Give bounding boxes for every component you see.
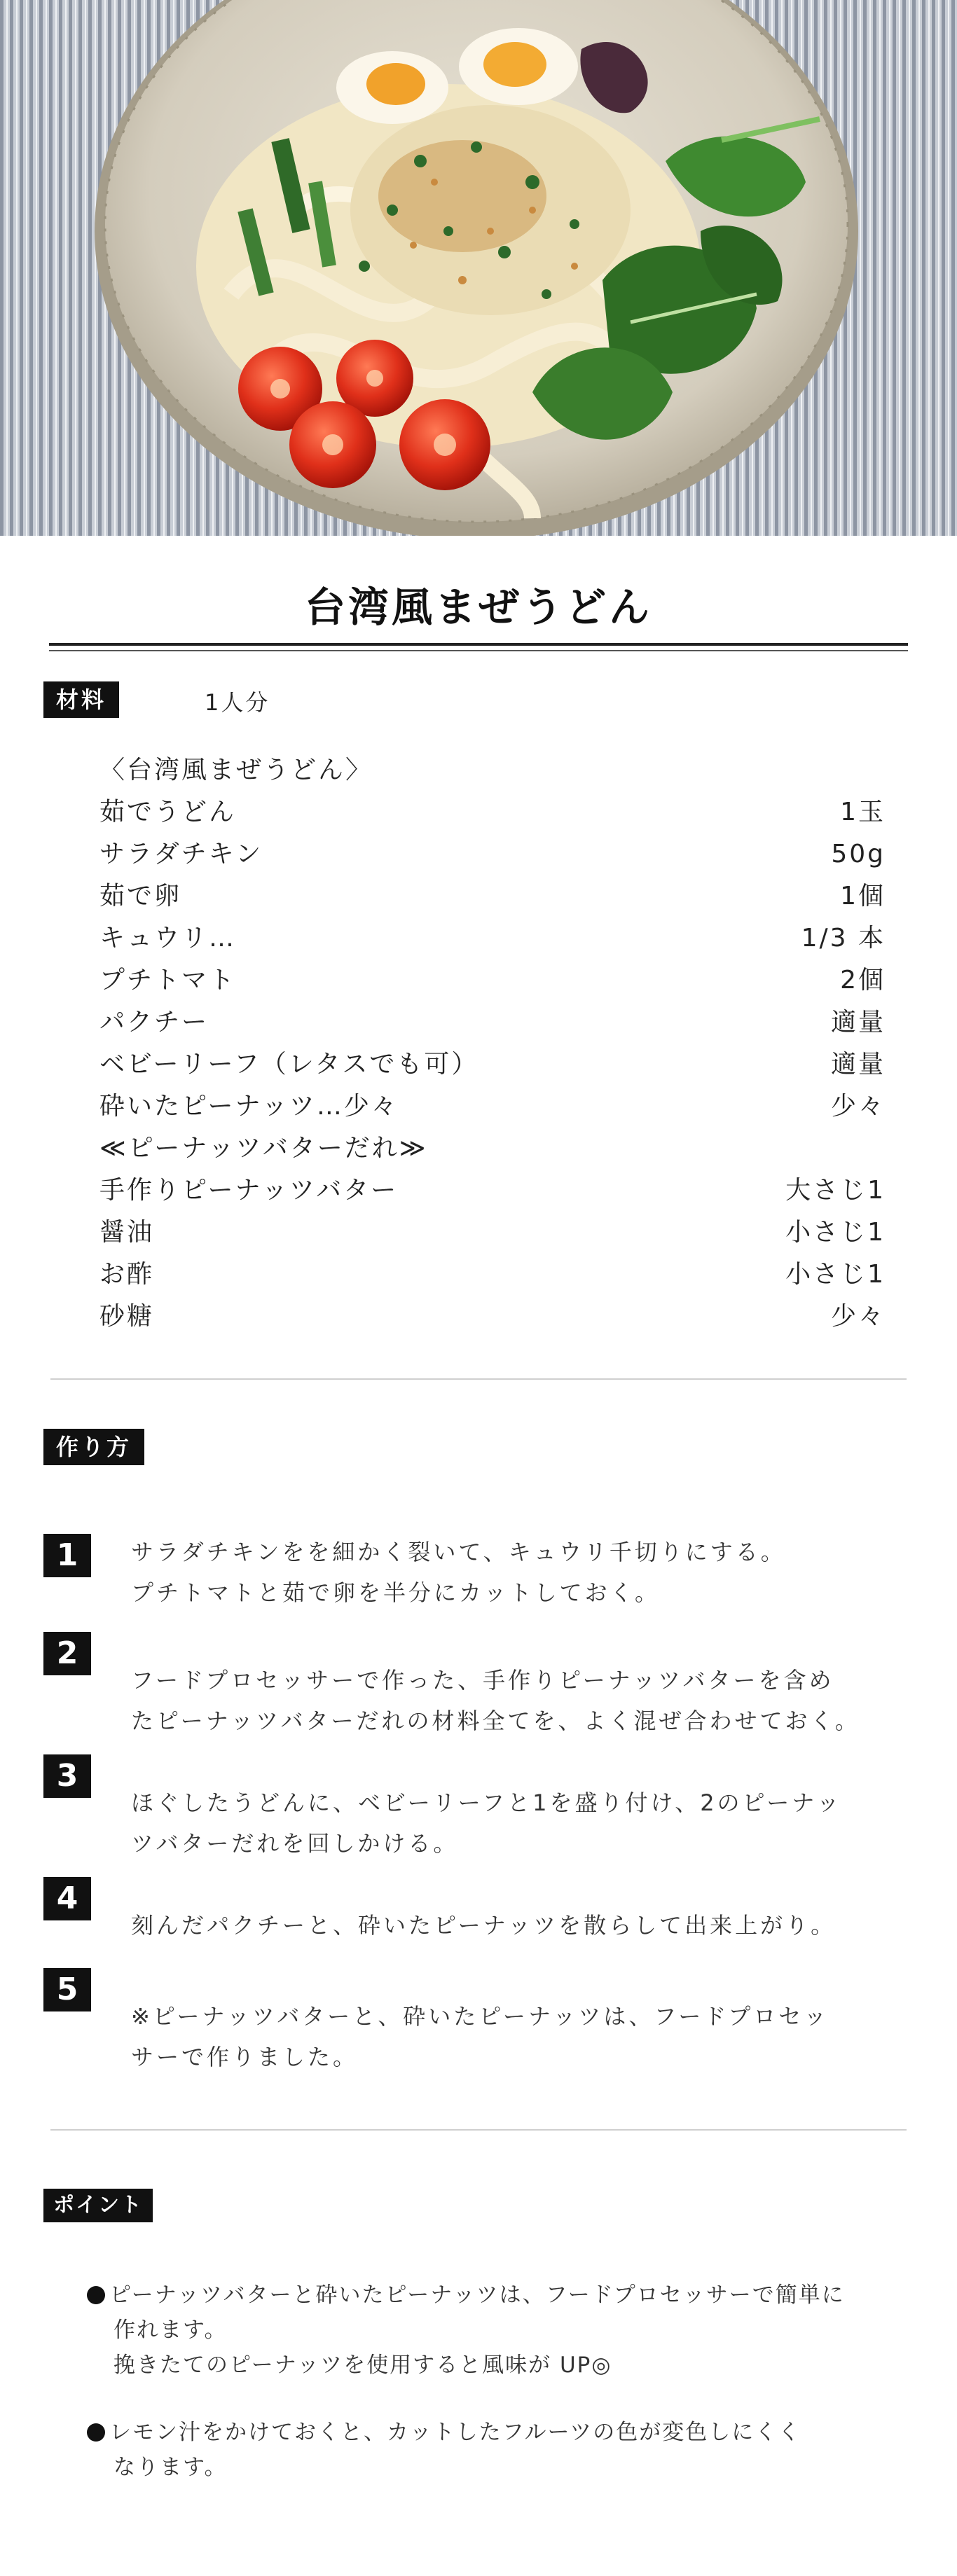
ingredient-row [99, 875, 886, 917]
hero-photo [0, 0, 957, 536]
bullet-icon [87, 2286, 105, 2304]
point-line: ピーナッツバターと砕いたピーナッツは、フードプロセッサーで簡単に [109, 2283, 845, 2308]
step-line: 刻んだパクチーと、砕いたピーナッツを散らして出来上がり。 [131, 1912, 836, 1939]
udon-dish-illustration [0, 0, 957, 536]
step-line: ほぐしたうどんに、ベビーリーフと1を盛り付け、2のピーナッ [131, 1789, 842, 1816]
step-number: 4 [43, 1877, 91, 1920]
ingredient-row [99, 833, 886, 875]
ingredient-amount: 1玉 [840, 798, 886, 826]
ingredient-row [99, 1086, 886, 1128]
ingredient-name: プチトマト [99, 966, 237, 995]
bullet-icon [87, 2423, 105, 2442]
ingredient-row [99, 1254, 886, 1296]
step-line: サーで作りました。 [131, 2044, 359, 2070]
ingredient-row [99, 1170, 886, 1212]
step-text [131, 1782, 842, 1864]
step-text [131, 1532, 786, 1613]
point-line: レモン汁をかけておくと、カットしたフルーツの色が変色しにくく [109, 2420, 801, 2445]
ingredient-amount: 2個 [840, 966, 886, 995]
ingredient-name: キュウリ… [99, 924, 237, 953]
ingredient-name: 砕いたピーナッツ…少々 [99, 1092, 399, 1121]
ingredient-amount: 適量 [830, 1008, 886, 1037]
ingredient-amount: 1個 [840, 882, 886, 910]
ingredient-group-heading: ≪ピーナッツバターだれ≫ [99, 1134, 428, 1163]
ingredient-list [99, 749, 886, 1338]
ingredient-amount: 少々 [830, 1092, 886, 1121]
points-label: ポイント [43, 2189, 153, 2222]
ingredients-label: 材料 [43, 681, 119, 718]
point-item [87, 2415, 801, 2485]
step-line: サラダチキンをを細かく裂いて、キュウリ千切りにする。 [131, 1539, 786, 1565]
ingredient-row [99, 1002, 886, 1044]
ingredient-row [99, 1212, 886, 1254]
step-line: プチトマトと茹で卵を半分にカットしておく。 [131, 1579, 661, 1606]
title-underline-thin [49, 650, 908, 651]
section-divider [50, 1378, 907, 1380]
ingredient-amount: 50g [831, 840, 886, 868]
step-number: 1 [43, 1534, 91, 1577]
ingredient-amount: 小さじ1 [785, 1260, 886, 1289]
method-label: 作り方 [43, 1429, 144, 1465]
ingredient-row [99, 1044, 886, 1086]
ingredient-name: 醤油 [99, 1218, 155, 1247]
ingredient-name: 茹で卵 [99, 882, 182, 910]
step-line: ※ピーナッツバターと、砕いたピーナッツは、フードプロセッ [131, 2003, 829, 2030]
ingredient-name: サラダチキン [99, 840, 263, 868]
point-line: 作れます。 [113, 2318, 228, 2343]
step-number: 5 [43, 1968, 91, 2011]
step-line: フードプロセッサーで作った、手作りピーナッツバターを含め [131, 1667, 834, 1694]
step-text [131, 1996, 829, 2077]
title-underline [49, 643, 908, 646]
step-line: たピーナッツバターだれの材料全てを、よく混ぜ合わせておく。 [131, 1708, 860, 1734]
ingredient-amount: 適量 [830, 1050, 886, 1079]
step-text [131, 1660, 860, 1741]
ingredient-name: 砂糖 [99, 1302, 155, 1331]
ingredient-name: 手作りピーナッツバター [99, 1176, 399, 1205]
step-line: ツバターだれを回しかける。 [131, 1830, 459, 1857]
servings: 1人分 [205, 689, 270, 716]
point-item [87, 2278, 845, 2383]
step-number: 3 [43, 1754, 91, 1798]
point-line: 挽きたてのピーナッツを使用すると風味が UP◎ [113, 2353, 612, 2378]
ingredient-amount: 大さじ1 [785, 1176, 886, 1205]
ingredient-row [99, 791, 886, 833]
step-text [131, 1905, 836, 1946]
ingredient-row [99, 960, 886, 1002]
ingredient-amount: 少々 [830, 1302, 886, 1331]
step-number: 2 [43, 1632, 91, 1675]
ingredient-name: お酢 [99, 1260, 155, 1289]
section-divider [50, 2129, 907, 2131]
ingredient-name: ベビーリーフ（レタスでも可） [99, 1050, 479, 1079]
recipe-title: 台湾風まぜうどん [304, 583, 652, 631]
ingredient-amount: 小さじ1 [785, 1218, 886, 1247]
ingredient-amount: 1/3 本 [801, 924, 886, 953]
ingredient-group-heading: 〈台湾風まぜうどん〉 [99, 756, 373, 784]
ingredient-row [99, 1296, 886, 1338]
ingredient-row [99, 917, 886, 960]
point-line: なります。 [113, 2455, 228, 2480]
ingredient-name: 茹でうどん [99, 798, 237, 826]
ingredient-name: パクチー [99, 1008, 209, 1037]
